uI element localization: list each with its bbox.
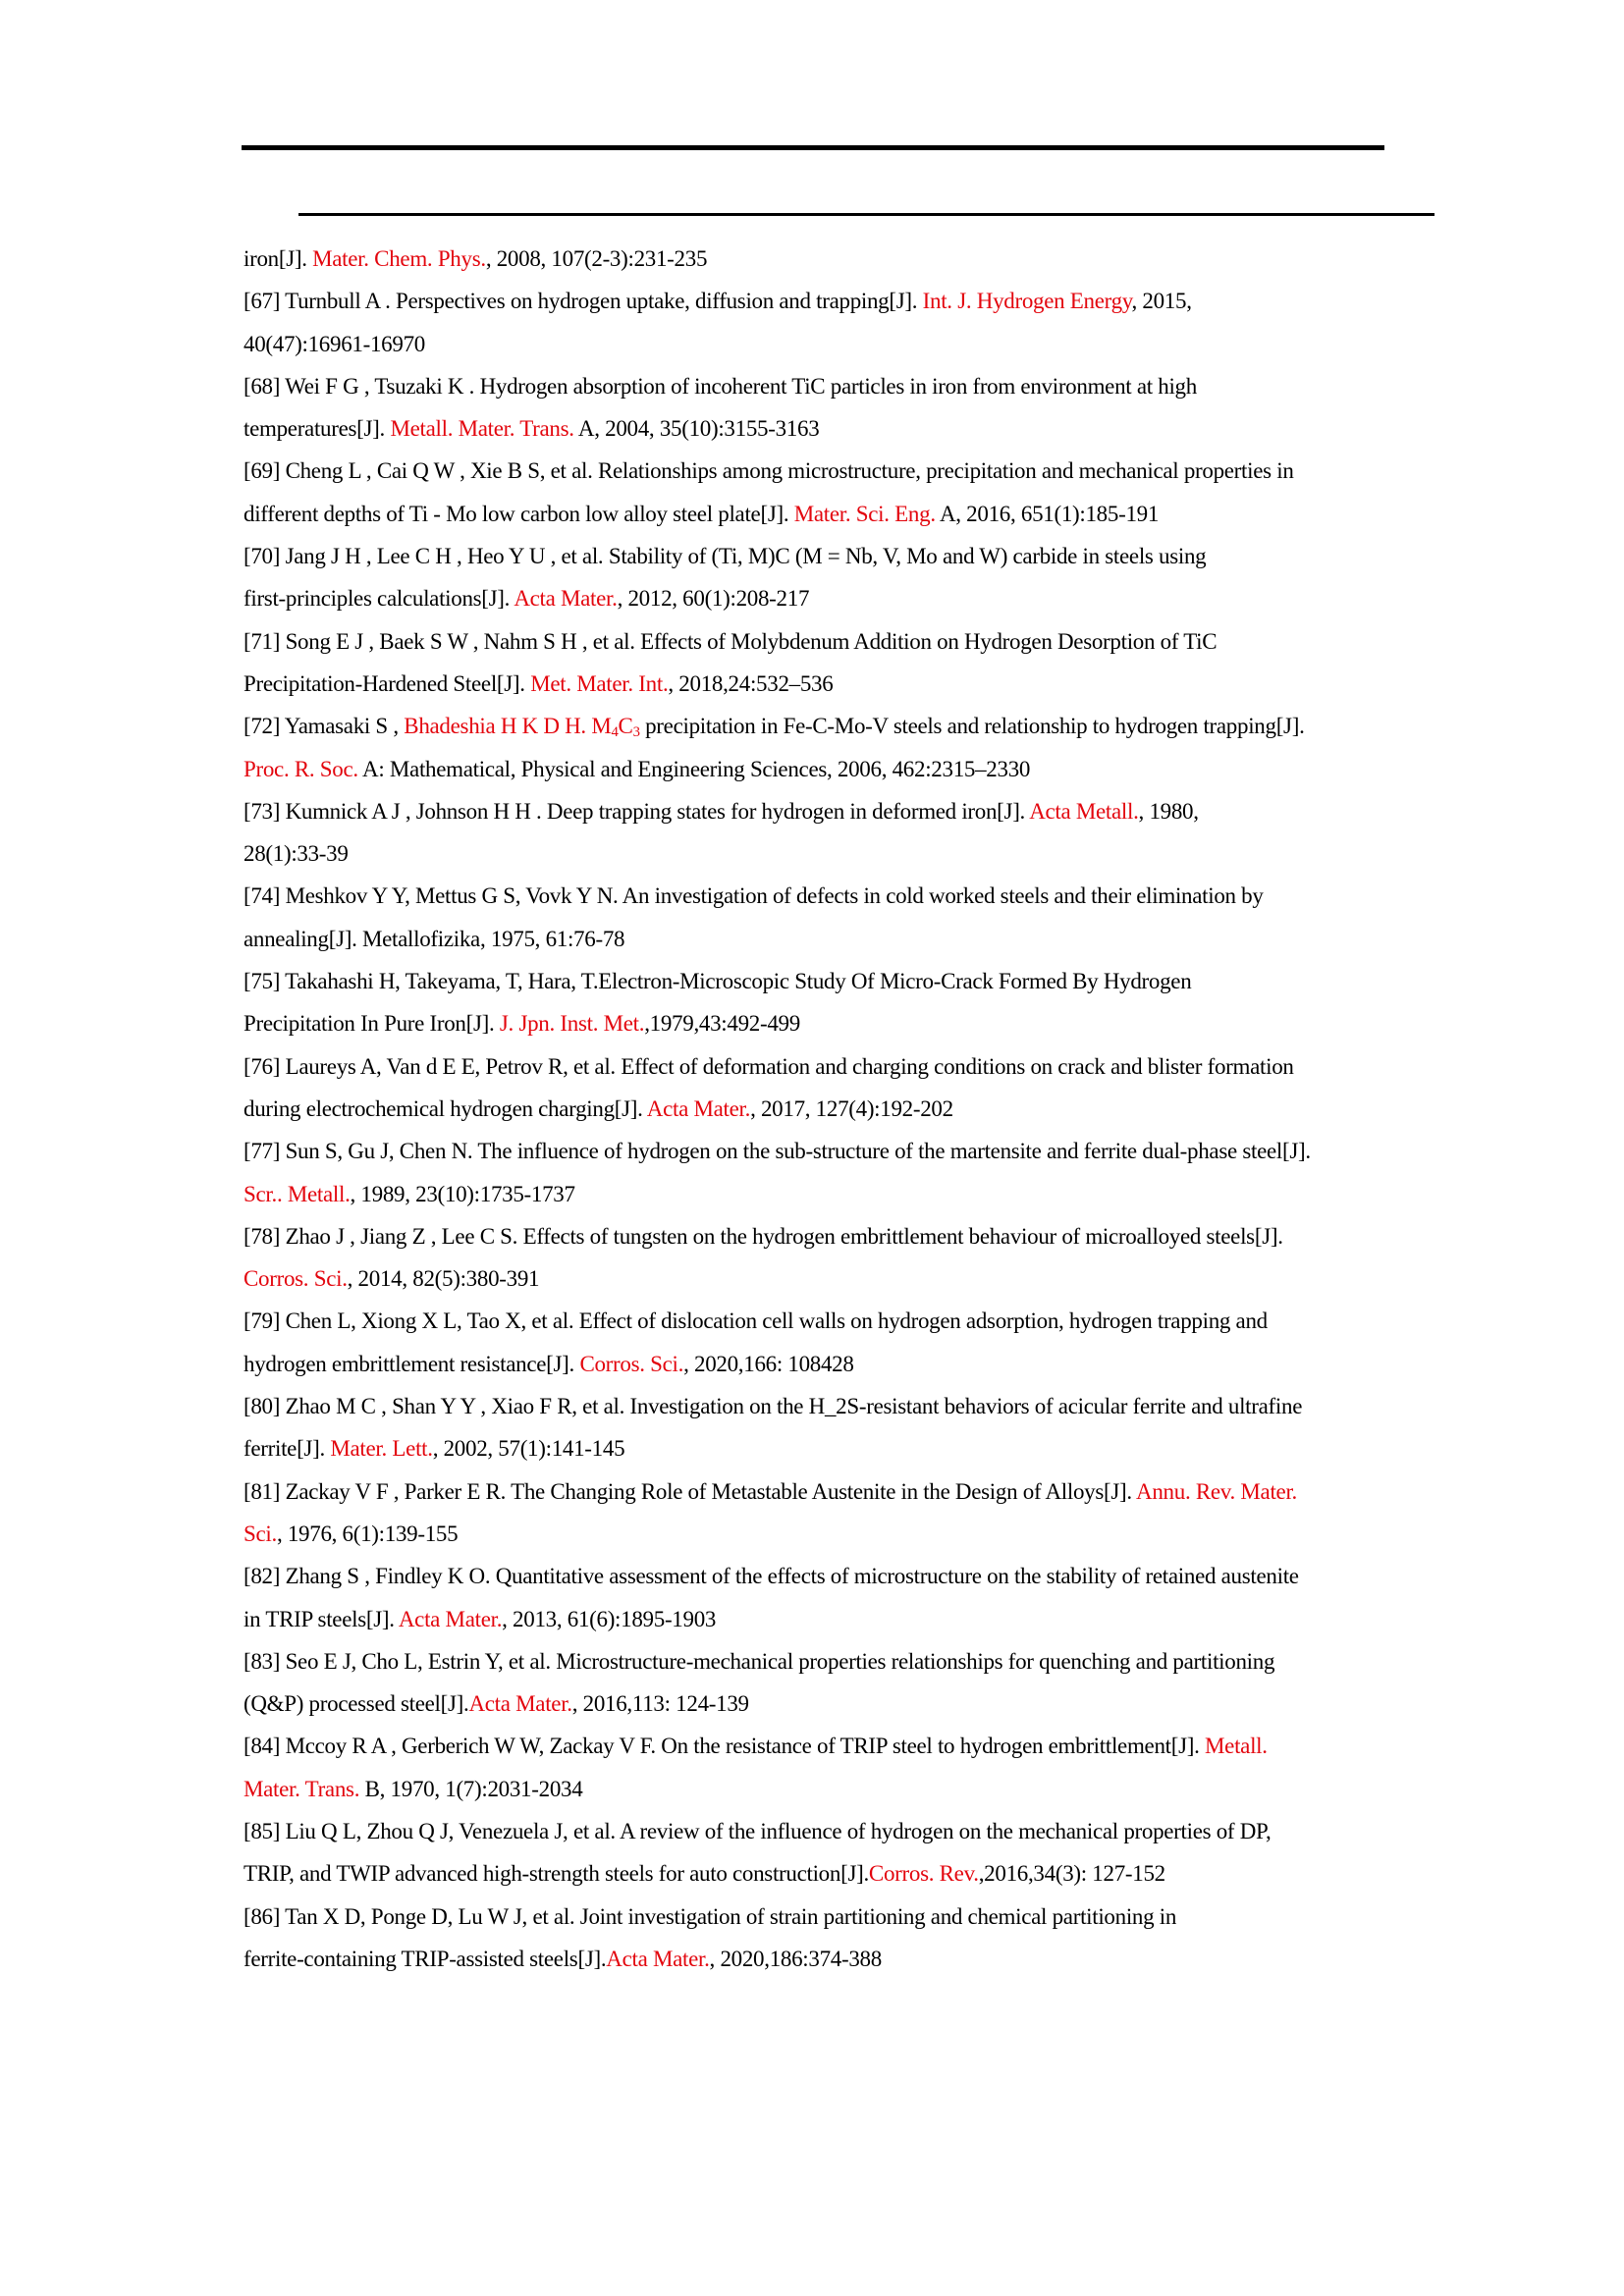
reference-line [244,748,1481,790]
reference-line [244,1173,1481,1215]
reference-line [244,1470,1481,1513]
reference-line [244,663,1481,705]
journal-name-segment: Metall. [1205,1734,1268,1759]
reference-line [244,1725,1481,1767]
reference-text-segment: , 2014, 82(5):380-391 [347,1266,540,1292]
reference-text-segment: A, 2016, 651(1):185-191 [935,501,1160,526]
journal-name-segment: Acta Mater. [646,1095,751,1121]
reference-text-segment: , 1989, 23(10):1735-1737 [350,1181,575,1206]
header-rule-bottom [298,213,1435,216]
references-list [244,238,1481,1980]
journal-name-segment: Bhadeshia H K D H. M [404,714,612,739]
journal-name-segment: Scr.. Metall. [244,1181,351,1206]
reference-text-segment: precipitation in Fe-C-Mo-V steels and relationship to hydrogen trapping[J]. [639,714,1305,739]
reference-text-segment: , 2002, 57(1):141-145 [432,1436,625,1462]
journal-name-segment: Int. J. Hydrogen Energy [922,289,1132,314]
reference-line [244,450,1481,492]
journal-name-segment: Mater. Chem. Phys. [312,246,486,271]
reference-text-segment: ferrite[J]. [244,1436,331,1462]
reference-text-segment: B, 1970, 1(7):2031-2034 [359,1776,583,1801]
journal-name-segment: Sci. [244,1521,277,1546]
reference-text-segment: [72] Yamasaki S , [244,714,405,739]
reference-text-segment: different depths of Ti - Mo low carbon low alloy steel plate[J]. [244,501,794,526]
reference-text-segment: A: Mathematical, Physical and Engineering Sciences, 2006, 462:2315–2330 [357,756,1031,781]
reference-line [244,280,1481,322]
reference-text-segment: [78] Zhao J , Jiang Z , Lee C S. Effects of tungsten on the hydrogen embrittlement behaviour of microalloyed steels[J]. [244,1223,1283,1249]
reference-text-segment: ,2016,34(3): 127-152 [978,1861,1165,1887]
reference-text-segment: iron[J]. [244,246,313,271]
reference-text-segment: , 2020,186:374-388 [709,1946,882,1971]
journal-name-segment: C [618,714,633,739]
reference-text-segment: [75] Takahashi H, Takeyama, T, Hara, T.Electron-Microscopic Study Of Micro-Crack Formed By Hydrogen [244,969,1192,994]
reference-line [244,1682,1481,1725]
reference-line [244,1640,1481,1682]
reference-text-segment: [69] Cheng L , Cai Q W , Xie B S, et al. Relationships among microstructure, precipitation and mechanical properties in [244,458,1294,484]
reference-text-segment: hydrogen embrittlement resistance[J]. [244,1351,580,1376]
reference-text-segment: temperatures[J]. [244,416,391,442]
reference-text-segment: ferrite-containing TRIP-assisted steels[J]. [244,1946,607,1971]
reference-text-segment: , 2012, 60(1):208-217 [617,586,810,612]
reference-line [244,918,1481,960]
reference-text-segment: , 2020,166: 108428 [683,1351,854,1376]
reference-text-segment: Precipitation In Pure Iron[J]. [244,1011,500,1037]
reference-text-segment: in TRIP steels[J]. [244,1606,399,1631]
reference-line [244,832,1481,875]
reference-text-segment: , 2015, [1131,289,1192,314]
reference-line [244,407,1481,450]
reference-line [244,1088,1481,1130]
reference-text-segment: [76] Laureys A, Van d E E, Petrov R, et al. Effect of deformation and charging conditions on crack and blister formation [244,1053,1294,1079]
reference-line [244,1130,1481,1172]
reference-text-segment: [74] Meshkov Y Y, Mettus G S, Vovk Y N. An investigation of defects in cold worked steels and their elimination by [244,883,1264,909]
reference-text-segment: [71] Song E J , Baek S W , Nahm S H , et al. Effects of Molybdenum Addition on Hydrogen Desorption of TiC [244,628,1218,654]
reference-text-segment: , 2018,24:532–536 [668,670,834,696]
reference-text-segment: [84] Mccoy R A , Gerberich W W, Zackay V F. On the resistance of TRIP steel to hydrogen embrittlement[J]. [244,1734,1206,1759]
reference-text-segment: [85] Liu Q L, Zhou Q J, Venezuela J, et al. A review of the influence of hydrogen on the mechanical properties of DP, [244,1818,1272,1843]
header-rule-top [242,145,1384,150]
reference-text-segment: Precipitation-Hardened Steel[J]. [244,670,531,696]
journal-name-segment: Corros. Sci. [579,1351,684,1376]
reference-line [244,1045,1481,1088]
journal-name-segment: Metall. Mater. Trans. [390,416,574,442]
reference-text-segment: [86] Tan X D, Ponge D, Lu W J, et al. Joint investigation of strain partitioning and chemical partitioning in [244,1903,1177,1929]
reference-line [244,1300,1481,1342]
reference-text-segment: A, 2004, 35(10):3155-3163 [573,416,820,442]
journal-name-segment: Met. Mater. Int. [530,670,669,696]
reference-text-segment: ,1979,43:492-499 [644,1011,800,1037]
reference-line [244,238,1481,280]
reference-line [244,493,1481,535]
journal-name-segment: 3 [632,724,640,741]
reference-line [244,1385,1481,1427]
journal-name-segment: Proc. R. Soc. [244,756,358,781]
reference-line [244,1896,1481,1938]
reference-line [244,1002,1481,1044]
journal-name-segment: Acta Mater. [606,1946,710,1971]
journal-name-segment: Corros. Sci. [244,1266,348,1292]
reference-line [244,1513,1481,1555]
reference-text-segment: [82] Zhang S , Findley K O. Quantitative assessment of the effects of microstructure on the stability of retained austenite [244,1564,1299,1589]
journal-name-segment: Annu. Rev. Mater. [1136,1478,1297,1504]
reference-text-segment: TRIP, and TWIP advanced high-strength steels for auto construction[J]. [244,1861,869,1887]
journal-name-segment: J. Jpn. Inst. Met. [499,1011,645,1037]
reference-text-segment: [77] Sun S, Gu J, Chen N. The influence of hydrogen on the sub-structure of the martensite and ferrite dual-phase steel[J]. [244,1139,1311,1164]
reference-text-segment: [70] Jang J H , Lee C H , Heo Y U , et al. Stability of (Ti, M)C (M = Nb, V, Mo and W) carbide in steels using [244,544,1207,569]
reference-line [244,790,1481,832]
journal-name-segment: Corros. Rev. [868,1861,979,1887]
reference-line [244,620,1481,663]
reference-text-segment: , 2017, 127(4):192-202 [750,1095,953,1121]
reference-line [244,1555,1481,1597]
journal-name-segment: Mater. Lett. [330,1436,433,1462]
reference-line [244,960,1481,1002]
journal-name-segment: Acta Mater. [398,1606,503,1631]
reference-text-segment: [83] Seo E J, Cho L, Estrin Y, et al. Microstructure-mechanical properties relationships for quenching and partitioning [244,1648,1275,1674]
reference-line [244,1852,1481,1895]
reference-text-segment: , 2016,113: 124-139 [571,1691,749,1717]
reference-text-segment: [80] Zhao M C , Shan Y Y , Xiao F R, et al. Investigation on the H_2S-resistant behaviors of acicular ferrite and ultrafine [244,1394,1303,1419]
reference-line [244,1343,1481,1385]
reference-text-segment: , 2008, 107(2-3):231-235 [485,246,708,271]
reference-line [244,705,1481,747]
journal-name-segment: Mater. Sci. Eng. [793,501,936,526]
reference-text-segment: annealing[J]. Metallofizika, 1975, 61:76-78 [244,926,625,951]
journal-name-segment: Acta Mater. [468,1691,572,1717]
journal-name-segment: 4 [611,724,619,741]
reference-text-segment: 28(1):33-39 [244,841,349,867]
reference-line [244,535,1481,577]
reference-text-segment: [79] Chen L, Xiong X L, Tao X, et al. Effect of dislocation cell walls on hydrogen adsorption, hydrogen trapping and [244,1308,1268,1334]
reference-text-segment: [68] Wei F G , Tsuzaki K . Hydrogen absorption of incoherent TiC particles in iron from environment at high [244,373,1197,399]
reference-line [244,1598,1481,1640]
reference-text-segment: 40(47):16961-16970 [244,331,425,356]
reference-text-segment: [81] Zackay V F , Parker E R. The Changing Role of Metastable Austenite in the Design of Alloys[J]. [244,1478,1137,1504]
reference-text-segment: , 2013, 61(6):1895-1903 [502,1606,717,1631]
reference-text-segment: (Q&P) processed steel[J]. [244,1691,469,1717]
reference-line [244,365,1481,407]
journal-name-segment: Acta Metall. [1029,798,1139,824]
reference-line [244,577,1481,619]
reference-text-segment: [67] Turnbull A . Perspectives on hydrogen uptake, diffusion and trapping[J]. [244,289,923,314]
reference-line [244,323,1481,365]
reference-text-segment: first-principles calculations[J]. [244,586,514,612]
reference-line [244,1810,1481,1852]
reference-line [244,1215,1481,1257]
reference-line [244,875,1481,917]
journal-name-segment: Mater. Trans. [244,1776,360,1801]
reference-text-segment: , 1976, 6(1):139-155 [276,1521,459,1546]
reference-line [244,1768,1481,1810]
reference-text-segment: [73] Kumnick A J , Johnson H H . Deep trapping states for hydrogen in deformed iron[J]. [244,798,1030,824]
reference-line [244,1938,1481,1980]
reference-text-segment: , 1980, [1138,798,1199,824]
reference-line [244,1427,1481,1469]
reference-line [244,1257,1481,1300]
journal-name-segment: Acta Mater. [514,586,618,612]
reference-text-segment: during electrochemical hydrogen charging[J]. [244,1095,647,1121]
